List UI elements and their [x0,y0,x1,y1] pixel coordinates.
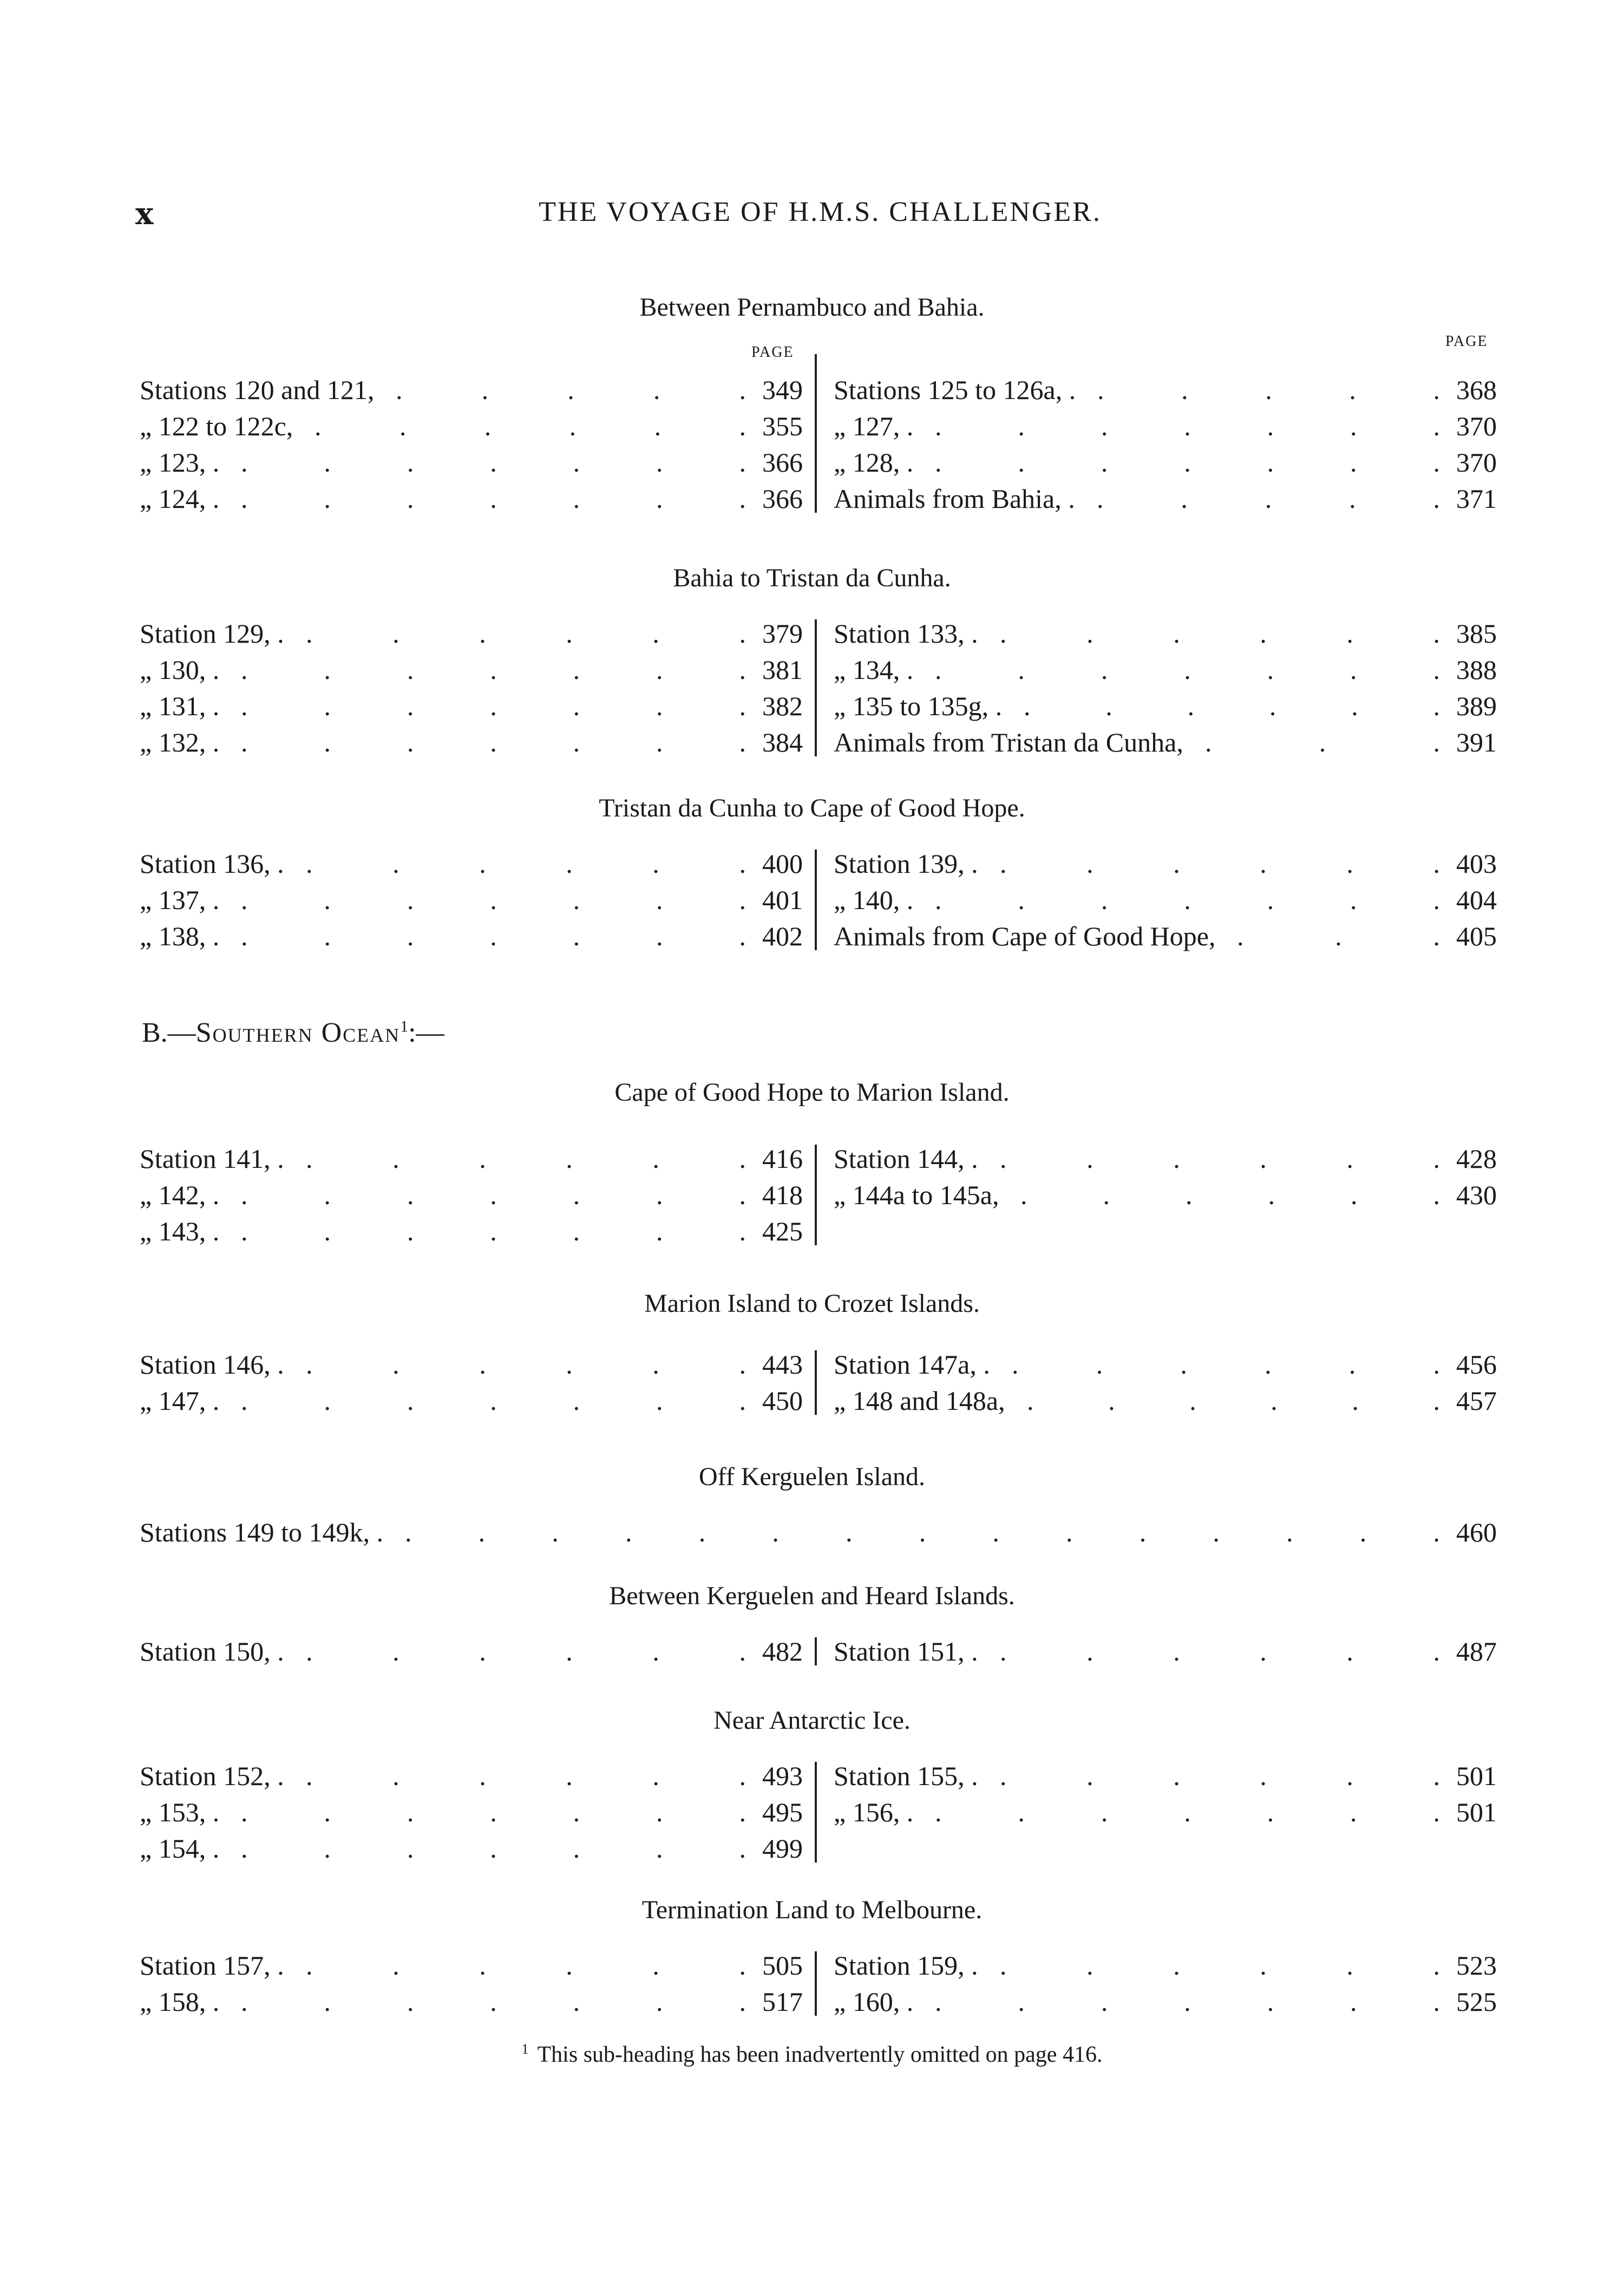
entry-label: Station 141, . [140,1143,284,1174]
entry-label: „ 147, . [140,1386,220,1416]
leader-dots: . . . . . . . . . . . . . . . [405,1517,1440,1547]
leader-dots: . . . . . . [1000,618,1440,649]
contents-entry [140,1142,803,1175]
contents-entry [834,884,1497,916]
section-title: Cape of Good Hope to Marion Island. [614,1078,1010,1107]
contents-entry [140,1215,803,1247]
section-title: Marion Island to Crozet Islands. [644,1289,980,1318]
entry-label: Station 157, . [140,1950,284,1981]
entry-page-number: 450 [762,1386,803,1416]
entry-label: „ 131, . [140,691,220,721]
entry-label: „ 142, . [140,1180,220,1210]
entry-page-number: 525 [1456,1987,1497,2017]
contents-entry [834,690,1497,722]
entry-label: Station 159, . [834,1950,978,1981]
contents-entry [834,1635,1497,1668]
contents-entry [140,920,803,952]
entry-label: Stations 120 and 121, [140,375,375,405]
leader-dots: . . . . . . [306,618,746,649]
part-b-footnote-marker: 1 [400,1017,409,1036]
contents-entry [834,1384,1497,1417]
contents-entry [140,1635,803,1668]
section-title: Between Kerguelen and Heard Islands. [609,1582,1015,1610]
entry-page-number: 425 [762,1216,803,1246]
contents-entry [834,847,1497,880]
contents-entry [140,482,803,515]
contents-entry [140,1384,803,1417]
entry-label: Station 152, . [140,1761,284,1791]
leader-dots: . . . . . . . [241,655,746,685]
entry-page-number: 456 [1456,1349,1497,1380]
leader-dots: . . . . . . . [241,921,746,951]
leader-dots: . . . . . . . [241,483,746,514]
entry-page-number: 400 [762,848,803,879]
entry-label: „ 130, . [140,655,220,685]
running-title: THE VOYAGE OF H.M.S. CHALLENGER. [539,197,1102,227]
entry-page-number: 416 [762,1143,803,1174]
section-title: Termination Land to Melbourne. [641,1896,983,1924]
leader-dots: . . . . . . [1000,848,1440,879]
section-title: Tristan da Cunha to Cape of Good Hope. [599,794,1025,822]
entry-page-number: 368 [1456,375,1497,405]
entry-label: Station 147a, . [834,1349,990,1380]
entry-page-number: 523 [1456,1950,1497,1981]
entry-label: Station 146, . [140,1349,284,1380]
entry-label: „ 143, . [140,1216,220,1246]
entry-label: Station 129, . [140,618,284,649]
entry-label: „ 140, . [834,885,914,915]
leader-dots: . . . . . . [306,848,746,879]
section-title: Off Kerguelen Island. [698,1462,926,1491]
contents-entry [140,654,803,686]
entry-page-number: 366 [762,483,803,514]
entry-page-number: 370 [1456,411,1497,441]
leader-dots: . . . . . . [1000,1950,1440,1981]
entry-label: „ 156, . [834,1797,914,1827]
column-divider [815,1762,817,1863]
entry-label: „ 122 to 122c, [140,411,293,441]
leader-dots: . . . . . . [306,1143,746,1174]
entry-label: „ 127, . [834,411,914,441]
entry-page-number: 370 [1456,447,1497,478]
entry-page-number: 391 [1456,727,1497,757]
entry-page-number: 460 [1456,1517,1497,1547]
leader-dots: . . . . . . . [241,1386,746,1416]
entry-label: „ 135 to 135g, . [834,691,1003,721]
entry-label: Station 155, . [834,1761,978,1791]
contents-entry [140,1796,803,1828]
leader-dots: . . . [1237,921,1440,951]
page-column-header: PAGE [751,344,794,361]
footnote-marker: 1 [521,2041,529,2057]
footnote [0,2041,1624,2068]
entry-label: „ 158, . [140,1987,220,2017]
entry-label: Station 139, . [834,848,978,879]
column-divider [815,619,817,756]
entry-page-number: 402 [762,921,803,951]
leader-dots: . . . . . . . [241,1797,746,1827]
entry-page-number: 443 [762,1349,803,1380]
entry-page-number: 404 [1456,885,1497,915]
leader-dots: . . . . . . . [241,1180,746,1210]
page-column-header: PAGE [1445,333,1488,350]
column-divider [815,1951,817,2016]
contents-entry [140,410,803,442]
leader-dots: . . . . . . . [935,1987,1440,2017]
leader-dots: . . . . . . . [935,1797,1440,1827]
leader-dots: . . . . . . . [935,885,1440,915]
leader-dots: . . . . . . [306,1636,746,1667]
entry-page-number: 349 [762,375,803,405]
entry-label: „ 123, . [140,447,220,478]
leader-dots: . . . . . . . [935,447,1440,478]
leader-dots: . . . . . . . [241,727,746,757]
entry-label: Station 150, . [140,1636,284,1667]
leader-dots: . . . . . . . [241,1216,746,1246]
leader-dots: . . . . . . [306,1349,746,1380]
section-title: Near Antarctic Ice. [713,1706,911,1735]
entry-page-number: 487 [1456,1636,1497,1667]
leader-dots: . . . . . . . [241,691,746,721]
entry-label: „ 128, . [834,447,914,478]
section-title: Between Pernambuco and Bahia. [639,293,985,322]
entry-label: Animals from Bahia, . [834,483,1075,514]
section-title: Bahia to Tristan da Cunha. [673,564,951,592]
entry-label: Animals from Cape of Good Hope, [834,921,1216,951]
leader-dots: . . . . . . [315,411,746,441]
contents-entry [834,1949,1497,1982]
entry-label: „ 144a to 145a, [834,1180,999,1210]
contents-entry [834,726,1497,759]
contents-entry [140,1760,803,1792]
leader-dots: . . . . . . [1000,1143,1440,1174]
leader-dots: . . . . . . . [935,411,1440,441]
entry-page-number: 505 [762,1950,803,1981]
column-divider [815,354,817,513]
contents-entry [834,654,1497,686]
contents-entry [834,617,1497,650]
contents-entry [140,1516,1497,1548]
leader-dots: . . . . . . [306,1761,746,1791]
contents-entry [834,482,1497,515]
entry-label: „ 134, . [834,655,914,685]
leader-dots: . . . . . [396,375,746,405]
entry-label: „ 148 and 148a, [834,1386,1005,1416]
entry-page-number: 405 [1456,921,1497,951]
leader-dots: . . . . . . . [241,447,746,478]
leader-dots: . . . . . . [1024,691,1440,721]
entry-page-number: 517 [762,1987,803,2017]
entry-page-number: 381 [762,655,803,685]
entry-page-number: 403 [1456,848,1497,879]
entry-label: „ 132, . [140,727,220,757]
entry-page-number: 495 [762,1797,803,1827]
entry-page-number: 366 [762,447,803,478]
page-header [135,196,1505,234]
entry-label: Stations 149 to 149k, . [140,1517,384,1547]
entry-label: Station 144, . [834,1143,978,1174]
entry-label: „ 138, . [140,921,220,951]
part-b-heading [142,1017,444,1049]
entry-page-number: 388 [1456,655,1497,685]
contents-entry [140,446,803,479]
contents-entry [834,1348,1497,1381]
leader-dots: . . . . . . [1000,1636,1440,1667]
contents-entry [834,1985,1497,2018]
entry-label: „ 153, . [140,1797,220,1827]
entry-page-number: 457 [1456,1386,1497,1416]
part-b-tail: :— [408,1017,444,1048]
leader-dots: . . . . . [1097,483,1440,514]
entry-page-number: 499 [762,1833,803,1864]
entry-page-number: 379 [762,618,803,649]
contents-entry [140,1348,803,1381]
contents-entry [140,847,803,880]
contents-entry [834,1760,1497,1792]
entry-label: Station 151, . [834,1636,978,1667]
contents-entry [834,410,1497,442]
contents-entry [834,920,1497,952]
entry-page-number: 501 [1456,1797,1497,1827]
leader-dots: . . . . . . . [935,655,1440,685]
entry-page-number: 382 [762,691,803,721]
entry-page-number: 401 [762,885,803,915]
entry-label: „ 154, . [140,1833,220,1864]
entry-page-number: 389 [1456,691,1497,721]
entry-label: „ 160, . [834,1987,914,2017]
leader-dots: . . . . . . [1020,1180,1440,1210]
contents-entry [834,1179,1497,1211]
contents-entry [140,1985,803,2018]
leader-dots: . . . [1205,727,1440,757]
leader-dots: . . . . . . . [241,1987,746,2017]
entry-page-number: 493 [762,1761,803,1791]
footnote-text: This sub-heading has been inadvertently omitted on page 416. [537,2042,1103,2067]
column-divider [815,1637,817,1665]
leader-dots: . . . . . . . [241,885,746,915]
column-divider [815,1145,817,1245]
leader-dots: . . . . . . [1000,1761,1440,1791]
contents-entry [140,1832,803,1865]
entry-page-number: 371 [1456,483,1497,514]
column-divider [815,1350,817,1415]
page-number: x [135,196,154,232]
entry-label: „ 137, . [140,885,220,915]
entry-label: „ 124, . [140,483,220,514]
contents-entry [834,446,1497,479]
contents-entry [140,1179,803,1211]
part-b-letter: B.— [142,1017,196,1048]
contents-entry [834,1142,1497,1175]
entry-label: Animals from Tristan da Cunha, [834,727,1183,757]
entry-label: Station 136, . [140,848,284,879]
part-b-title: Southern Ocean [195,1017,401,1048]
contents-entry [140,726,803,759]
entry-page-number: 428 [1456,1143,1497,1174]
leader-dots: . . . . . . [1027,1386,1440,1416]
contents-entry [140,1949,803,1982]
contents-entry [834,374,1497,406]
contents-entry [834,1796,1497,1828]
entry-page-number: 430 [1456,1180,1497,1210]
leader-dots: . . . . . [1097,375,1440,405]
entry-page-number: 384 [762,727,803,757]
entry-page-number: 385 [1456,618,1497,649]
leader-dots: . . . . . . [1012,1349,1440,1380]
contents-entry [140,884,803,916]
entry-page-number: 482 [762,1636,803,1667]
entry-page-number: 355 [762,411,803,441]
entry-page-number: 501 [1456,1761,1497,1791]
contents-entry [140,690,803,722]
contents-entry [140,617,803,650]
entry-label: Station 133, . [834,618,978,649]
leader-dots: . . . . . . . [241,1833,746,1864]
contents-entry [140,374,803,406]
column-divider [815,850,817,950]
entry-label: Stations 125 to 126a, . [834,375,1076,405]
leader-dots: . . . . . . [306,1950,746,1981]
entry-page-number: 418 [762,1180,803,1210]
